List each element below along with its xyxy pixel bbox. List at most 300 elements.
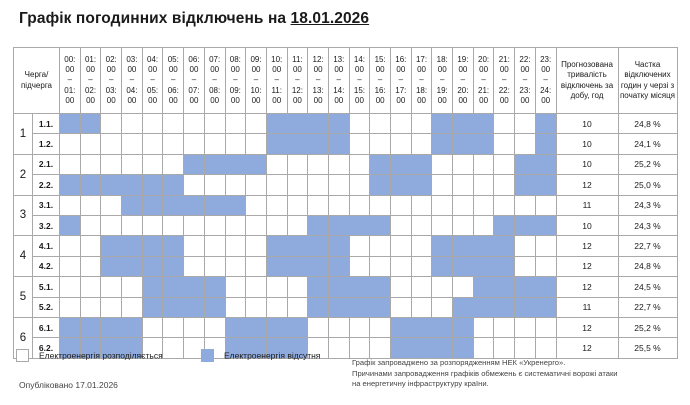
hour-header-part: – <box>233 75 238 85</box>
power-cell <box>411 297 432 317</box>
outage-cell <box>391 338 412 358</box>
hour-header-part: 11: <box>292 54 303 64</box>
share-value: 25,5 % <box>618 338 677 358</box>
power-cell <box>287 277 308 297</box>
hour-header <box>328 48 349 114</box>
outage-cell <box>266 256 287 276</box>
table-row <box>14 236 678 256</box>
outage-cell <box>494 277 515 297</box>
hour-header-part: 00 <box>210 65 220 75</box>
power-cell <box>204 215 225 235</box>
outage-cell <box>432 236 453 256</box>
outage-cell <box>432 114 453 134</box>
share-value: 25,2 % <box>618 317 677 337</box>
power-cell <box>473 154 494 174</box>
hour-header-part: – <box>295 75 300 85</box>
power-cell <box>370 114 391 134</box>
power-cell <box>184 256 205 276</box>
duration-header: Прогнозована тривалість відключень за добу, год <box>556 48 618 114</box>
outage-cell <box>328 277 349 297</box>
power-cell <box>494 114 515 134</box>
power-cell <box>391 114 412 134</box>
duration-value: 11 <box>556 195 618 215</box>
hour-header-part: – <box>150 75 155 85</box>
hour-header-part: 21: <box>498 54 510 64</box>
power-cell <box>494 154 515 174</box>
power-cell <box>266 175 287 195</box>
outage-cell <box>453 297 474 317</box>
duration-value: 12 <box>556 236 618 256</box>
power-cell <box>184 215 205 235</box>
power-cell <box>308 195 329 215</box>
power-cell <box>308 154 329 174</box>
hour-header-part: 02: <box>84 85 97 95</box>
power-cell <box>349 317 370 337</box>
hour-header-part: 00 <box>313 95 323 105</box>
power-cell <box>246 297 267 317</box>
power-cell <box>328 175 349 195</box>
outage-cell <box>142 175 163 195</box>
share-value: 25,2 % <box>618 154 677 174</box>
power-cell <box>515 134 536 154</box>
share-value: 24,5 % <box>618 277 677 297</box>
outage-cell <box>287 114 308 134</box>
outage-cell <box>473 277 494 297</box>
outage-cell <box>391 154 412 174</box>
outage-cell <box>494 297 515 317</box>
outage-cell <box>515 154 536 174</box>
queue-number: 4 <box>14 236 33 277</box>
duration-value: 10 <box>556 134 618 154</box>
power-cell <box>515 256 536 276</box>
outage-cell <box>494 256 515 276</box>
power-cell <box>432 297 453 317</box>
duration-value: 10 <box>556 215 618 235</box>
power-cell <box>80 134 101 154</box>
power-cell <box>370 338 391 358</box>
outage-cell <box>453 317 474 337</box>
power-cell <box>535 256 556 276</box>
power-cell <box>391 195 412 215</box>
hour-header-part: 00 <box>148 95 158 105</box>
share-value: 24,8 % <box>618 114 677 134</box>
outage-cell <box>370 154 391 174</box>
queue-header: Черга/ підчерга <box>14 48 60 114</box>
power-cell <box>163 317 184 337</box>
power-cell <box>163 215 184 235</box>
hour-header-part: 09: <box>250 54 262 64</box>
power-cell <box>122 134 143 154</box>
hour-header-part: 19: <box>457 54 469 64</box>
hour-header <box>370 48 391 114</box>
power-cell <box>515 195 536 215</box>
queue-number: 5 <box>14 277 33 318</box>
outage-cell <box>328 236 349 256</box>
power-cell <box>411 134 432 154</box>
power-cell <box>80 297 101 317</box>
power-cell <box>411 215 432 235</box>
hour-header <box>184 48 205 114</box>
hour-header-part: 04: <box>126 85 138 95</box>
hour-header <box>225 48 246 114</box>
outage-cell <box>328 114 349 134</box>
outage-cell <box>349 215 370 235</box>
outage-cell <box>515 297 536 317</box>
hour-header-part: 12: <box>312 54 324 64</box>
hour-header-part: – <box>398 75 404 85</box>
outage-cell <box>225 154 246 174</box>
outage-cell <box>535 114 556 134</box>
hour-header-part: 17: <box>395 85 407 95</box>
power-cell <box>60 236 81 256</box>
power-cell <box>494 134 515 154</box>
published-date: Опубліковано 17.01.2026 <box>19 380 118 390</box>
hour-header-part: 00 <box>396 65 406 75</box>
hour-header-part: 00 <box>375 65 385 75</box>
power-cell <box>184 175 205 195</box>
outage-cell <box>473 134 494 154</box>
outage-cell <box>391 317 412 337</box>
hour-header-part: 00 <box>189 95 199 105</box>
power-cell <box>349 114 370 134</box>
hour-header-part: – <box>171 75 176 85</box>
hour-header-part: – <box>522 75 528 85</box>
power-cell <box>453 154 474 174</box>
hour-header-part: 17: <box>415 54 428 64</box>
table-row <box>14 215 678 235</box>
power-cell <box>204 134 225 154</box>
table-row <box>14 256 678 276</box>
hour-header-part: 20: <box>478 54 490 64</box>
hour-header-part: – <box>191 75 197 85</box>
hour-header-part: – <box>460 75 466 85</box>
outage-cell <box>308 215 329 235</box>
hour-header-part: 16: <box>395 54 407 64</box>
power-cell <box>60 277 81 297</box>
outage-cell <box>163 297 184 317</box>
outage-cell <box>60 215 81 235</box>
hour-header <box>163 48 184 114</box>
hour-header <box>515 48 536 114</box>
outage-cell <box>225 195 246 215</box>
power-cell <box>391 236 412 256</box>
note <box>352 358 618 390</box>
hour-header-part: – <box>336 75 341 85</box>
power-cell <box>535 195 556 215</box>
hour-header-part: 05: <box>147 85 159 95</box>
outage-cell <box>184 297 205 317</box>
outage-cell <box>184 154 205 174</box>
hour-header-part: 00 <box>375 95 385 105</box>
subqueue-label: 5.1. <box>33 277 60 297</box>
outage-cell <box>101 236 122 256</box>
outage-cell <box>535 175 556 195</box>
outage-cell <box>411 338 432 358</box>
power-cell <box>101 154 122 174</box>
power-cell <box>266 215 287 235</box>
power-cell <box>432 195 453 215</box>
outage-cell <box>308 236 329 256</box>
outage-cell <box>411 175 432 195</box>
hour-header-part: 02: <box>105 54 117 64</box>
outage-cell <box>473 236 494 256</box>
outage-cell <box>432 317 453 337</box>
outage-cell <box>287 317 308 337</box>
power-cell <box>308 317 329 337</box>
outage-cell <box>308 114 329 134</box>
outage-cell <box>308 256 329 276</box>
power-cell <box>101 195 122 215</box>
outage-cell <box>142 297 163 317</box>
outage-cell <box>163 175 184 195</box>
outage-cell <box>515 277 536 297</box>
outage-cell <box>163 277 184 297</box>
power-cell <box>287 215 308 235</box>
power-cell <box>101 277 122 297</box>
outage-cell <box>246 154 267 174</box>
outage-cell <box>184 277 205 297</box>
outage-cell <box>142 277 163 297</box>
power-cell <box>391 277 412 297</box>
power-cell <box>142 215 163 235</box>
outage-cell <box>287 256 308 276</box>
power-cell <box>122 114 143 134</box>
hour-header-part: 03: <box>105 85 117 95</box>
hour-header-part: 00 <box>230 65 240 75</box>
outage-cell <box>453 134 474 154</box>
hour-header-part: 20: <box>457 85 469 95</box>
hour-header-part: 00 <box>127 95 137 105</box>
power-cell <box>60 195 81 215</box>
table-row <box>14 317 678 337</box>
hour-header-part: 13: <box>333 54 345 64</box>
hour-header-part: 00 <box>272 65 282 75</box>
legend-swatch-off <box>201 349 214 362</box>
power-cell <box>391 134 412 154</box>
hour-header-part: 18: <box>436 54 448 64</box>
power-cell <box>163 154 184 174</box>
hour-header-part: 00 <box>396 95 406 105</box>
outage-cell <box>184 195 205 215</box>
power-cell <box>432 277 453 297</box>
outage-cell <box>163 195 184 215</box>
hour-header-part: 00 <box>230 95 240 105</box>
hour-header <box>535 48 556 114</box>
hour-header-part: 00 <box>417 95 426 105</box>
subqueue-label: 2.1. <box>33 154 60 174</box>
hour-header-part: – <box>129 75 135 85</box>
table-row <box>14 134 678 154</box>
hour-header <box>432 48 453 114</box>
hour-header-part: 00 <box>499 65 509 75</box>
duration-value: 11 <box>556 297 618 317</box>
outage-cell <box>122 317 143 337</box>
power-cell <box>411 277 432 297</box>
power-cell <box>535 317 556 337</box>
power-cell <box>515 317 536 337</box>
outage-cell <box>370 297 391 317</box>
power-cell <box>535 236 556 256</box>
outage-cell <box>225 317 246 337</box>
power-cell <box>122 154 143 174</box>
hour-header <box>122 48 143 114</box>
hour-header-part: 21: <box>478 85 490 95</box>
hour-header <box>60 48 81 114</box>
power-cell <box>246 175 267 195</box>
hour-header-part: 16: <box>374 85 386 95</box>
power-cell <box>515 236 536 256</box>
duration-value: 12 <box>556 277 618 297</box>
legend-label-off: Електроенергія відсутня <box>224 350 321 361</box>
hour-header-part: 00 <box>65 95 75 105</box>
hour-header-part: 24: <box>540 85 552 95</box>
power-cell <box>453 277 474 297</box>
hour-header-part: – <box>315 75 321 85</box>
hour-header-part: 00 <box>479 95 489 105</box>
hour-header <box>204 48 225 114</box>
hour-header-part: – <box>377 75 383 85</box>
outage-cell <box>204 297 225 317</box>
power-cell <box>60 134 81 154</box>
hour-header-part: 09: <box>229 85 241 95</box>
power-cell <box>204 175 225 195</box>
share-value: 24,8 % <box>618 256 677 276</box>
power-cell <box>266 297 287 317</box>
subqueue-label: 3.1. <box>33 195 60 215</box>
table-row <box>14 154 678 174</box>
hour-header-part: 15: <box>353 85 366 95</box>
power-cell <box>287 297 308 317</box>
hour-header-part: 00 <box>541 65 551 75</box>
hour-header-part: 00 <box>499 95 509 105</box>
hour-header-part: 00 <box>355 65 364 75</box>
power-cell <box>246 195 267 215</box>
share-value: 25,0 % <box>618 175 677 195</box>
hour-header-part: 13: <box>312 85 324 95</box>
outage-cell <box>308 297 329 317</box>
outage-cell <box>535 134 556 154</box>
hour-header-part: 03: <box>126 54 138 64</box>
power-cell <box>101 114 122 134</box>
power-cell <box>225 297 246 317</box>
outage-cell <box>204 195 225 215</box>
power-cell <box>494 175 515 195</box>
outage-cell <box>308 277 329 297</box>
power-cell <box>535 338 556 358</box>
outage-cell <box>122 256 143 276</box>
outage-cell <box>266 134 287 154</box>
table-row <box>14 195 678 215</box>
power-cell <box>287 195 308 215</box>
hour-header-part: – <box>357 75 362 85</box>
hour-header-part: 00 <box>437 65 447 75</box>
power-cell <box>473 215 494 235</box>
hour-header-part: 06: <box>167 85 179 95</box>
hour-header <box>266 48 287 114</box>
outage-cell <box>287 134 308 154</box>
power-cell <box>473 317 494 337</box>
power-cell <box>349 175 370 195</box>
header-row <box>14 48 678 114</box>
hour-header <box>391 48 412 114</box>
power-cell <box>204 114 225 134</box>
power-cell <box>142 154 163 174</box>
hour-header-part: 00 <box>541 95 551 105</box>
outage-cell <box>370 175 391 195</box>
outage-cell <box>391 175 412 195</box>
duration-value: 10 <box>556 114 618 134</box>
outage-cell <box>535 154 556 174</box>
hour-header-part: 23: <box>540 54 552 64</box>
power-cell <box>60 297 81 317</box>
hour-header-part: – <box>502 75 507 85</box>
share-value: 22,7 % <box>618 236 677 256</box>
duration-value: 12 <box>556 317 618 337</box>
power-cell <box>184 114 205 134</box>
hour-header-part: 22: <box>519 54 531 64</box>
hour-header-part: 06: <box>188 54 200 64</box>
hour-header-part: 00 <box>148 65 158 75</box>
power-cell <box>246 215 267 235</box>
subqueue-label: 1.2. <box>33 134 60 154</box>
power-cell <box>80 236 101 256</box>
hour-header-part: 23: <box>519 85 531 95</box>
power-cell <box>391 297 412 317</box>
legend-item-off <box>201 349 320 362</box>
outage-cell <box>60 114 81 134</box>
power-cell <box>349 256 370 276</box>
hour-header-part: 00 <box>458 65 468 75</box>
hour-header-part: 00 <box>272 95 282 105</box>
hour-header <box>80 48 101 114</box>
power-cell <box>494 317 515 337</box>
subqueue-label: 6.1. <box>33 317 60 337</box>
outage-cell <box>266 236 287 256</box>
hour-header-part: – <box>481 75 486 85</box>
power-cell <box>453 195 474 215</box>
subqueue-label: 5.2. <box>33 297 60 317</box>
outage-cell <box>411 317 432 337</box>
power-cell <box>453 175 474 195</box>
note-line: Графік запроваджено за розпорядженням НЕК «Укренерго». <box>352 358 566 367</box>
share-value: 22,7 % <box>618 297 677 317</box>
hour-header-part: 01: <box>64 85 76 95</box>
table-row <box>14 114 678 134</box>
outage-cell <box>287 236 308 256</box>
hour-header-part: – <box>88 75 93 85</box>
hour-header-part: 00 <box>168 65 178 75</box>
outage-cell <box>101 256 122 276</box>
power-cell <box>246 236 267 256</box>
outage-cell <box>204 277 225 297</box>
power-cell <box>328 195 349 215</box>
power-cell <box>432 154 453 174</box>
outage-cell <box>370 277 391 297</box>
power-cell <box>391 215 412 235</box>
outage-cell <box>266 317 287 337</box>
power-cell <box>411 236 432 256</box>
power-cell <box>142 114 163 134</box>
power-cell <box>453 215 474 235</box>
power-cell <box>328 317 349 337</box>
outage-cell <box>473 256 494 276</box>
power-cell <box>184 236 205 256</box>
hour-header-part: 00 <box>251 95 261 105</box>
power-cell <box>473 195 494 215</box>
outage-cell <box>411 154 432 174</box>
power-cell <box>349 154 370 174</box>
outage-cell <box>473 297 494 317</box>
